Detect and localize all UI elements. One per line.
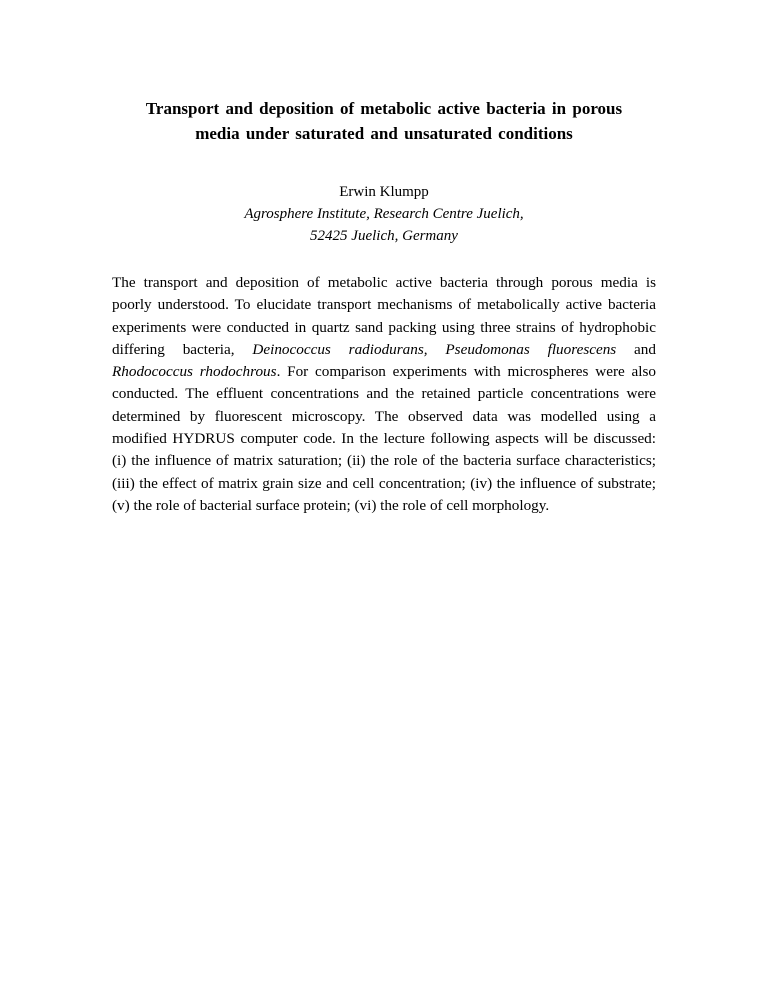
abstract-line: The transport and deposition of metabolic active bacteria through porous media is [112,274,656,291]
author-name: Erwin Klumpp [339,184,429,200]
abstract-line: poorly understood. To elucidate transport mechanisms of metabolically active bacteria [112,296,656,314]
abstract-line: (iii) the effect of matrix grain size and cell concentration; (iv) the influence of substrate; [112,474,656,492]
abstract-text: . For comparison experiments with microspheres were also [276,363,656,381]
title-line-1: Transport and deposition of metabolic active bacteria in porous [145,99,623,118]
species-name: Rhodococcus rhodochrous [112,363,277,381]
abstract-line: determined by fluorescent microscopy. The observed data was modelled using a [112,407,656,425]
abstract-line: experiments were conducted in quartz sand packing using three strains of hydrophobic [112,318,656,336]
abstract-line: (v) the role of bacterial surface protein; (vi) the role of cell morphology. [112,496,550,514]
abstract-line: (i) the influence of matrix saturation; (ii) the role of the bacteria surface characteristics; [112,452,656,470]
title-line-2: media under saturated and unsaturated conditions [195,124,573,143]
abstract-line [112,339,656,361]
paper-title [100,96,668,146]
affiliation-line-1: Agrosphere Institute, Research Centre Juelich, [244,206,524,222]
affiliation-line-2: 52425 Juelich, Germany [310,228,458,244]
abstract-text: differing bacteria, [112,340,253,358]
species-names: Deinococcus radiodurans, Pseudomonas fluorescens [252,340,617,358]
abstract-line [112,361,656,383]
abstract-line: conducted. The effluent concentrations and the retained particle concentrations were [112,385,656,403]
abstract-line: modified HYDRUS computer code. In the lecture following aspects will be discussed: [112,430,656,448]
abstract-text: and [616,340,656,358]
abstract-body [112,272,656,517]
